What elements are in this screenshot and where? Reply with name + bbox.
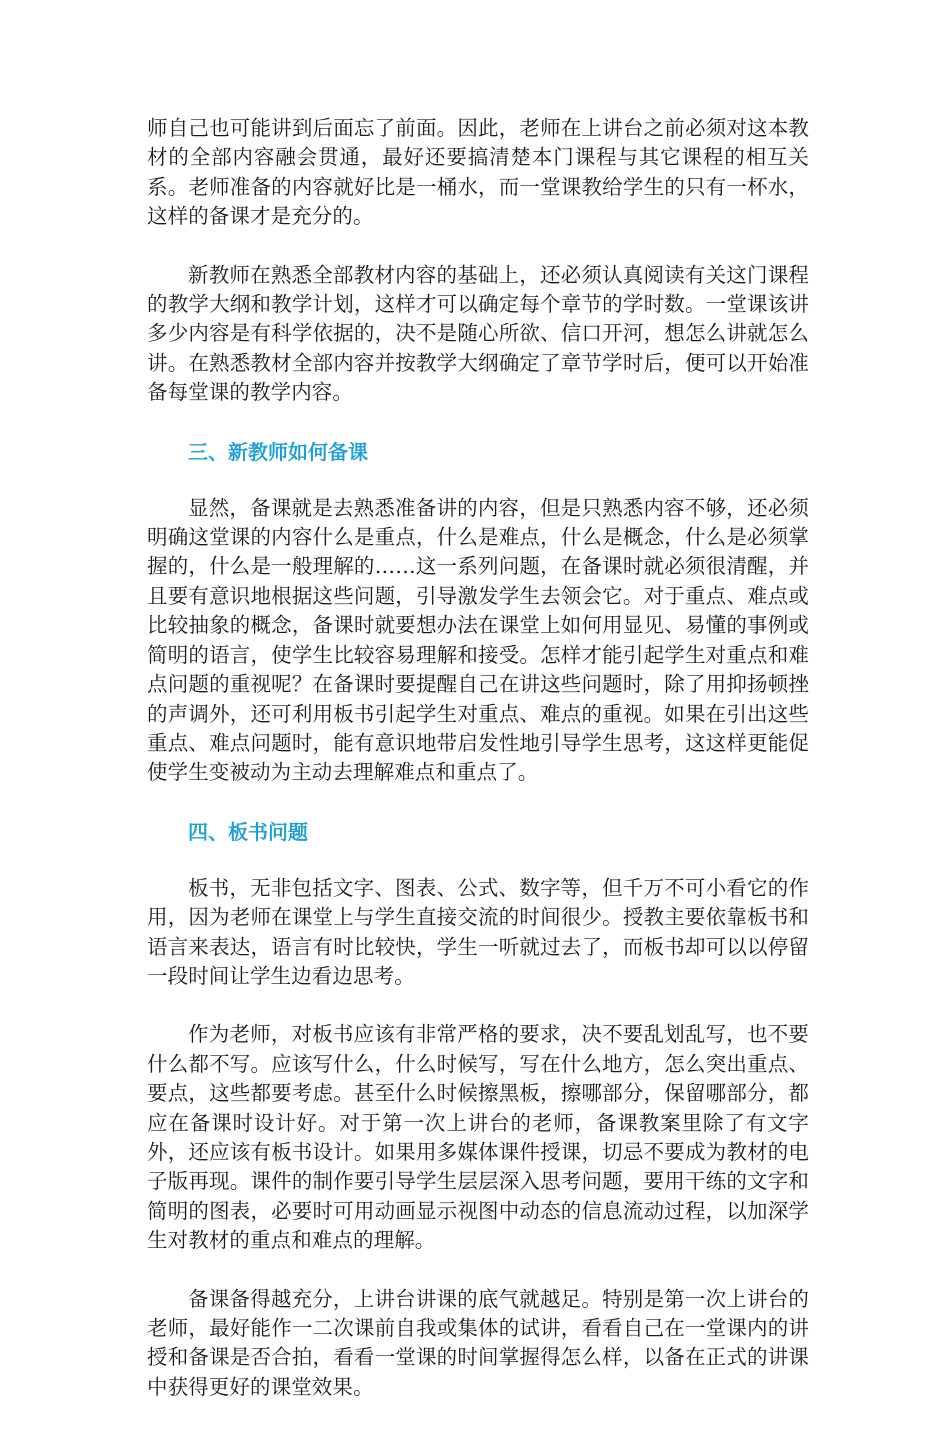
document-body	[147, 114, 809, 1431]
paragraph-continued: 师自己也可能讲到后面忘了前面。因此，老师在上讲台之前必须对这本教材的全部内容融会贯通，最好还要搞清楚本门课程与其它课程的相互关系。老师准备的内容就好比是一桶水，而一堂课教给学生的只有一杯水，这样的备课才是充分的。	[147, 116, 809, 229]
section-heading-4: 四、板书问题	[188, 819, 308, 844]
paragraph: 板书，无非包括文字、图表、公式、数字等，但千万不可小看它的作用，因为老师在课堂上与学生直接交流的时间很少。授教主要依靠板书和语言来表达，语言有时比较快，学生一听就过去了，而板书却可以以停留一段时间让学生边看边思考。	[147, 875, 809, 988]
paragraph: 显然，备课就是去熟悉准备讲的内容，但是只熟悉内容不够，还必须明确这堂课的内容什么是重点，什么是难点，什么是概念，什么是必须掌握的，什么是一般理解的……这一系列问题，在备课时就必须很清醒，并且要有意识地根据这些问题，引导激发学生去领会它。对于重点、难点或比较抽象的概念，备课时就要想办法在课堂上如何用显见、易懂的事例或简明的语言，使学生比较容易理解和接受。怎样才能引起学生对重点和难点问题的重视呢？在备课时要提醒自己在讲这些问题时，除了用抑扬顿挫的声调外，还可利用板书引起学生对重点、难点的重视。如果在引出这些重点、难点问题时，能有意识地带启发性地引导学生思考，这这样更能促使学生变被动为主动去理解难点和重点了。	[147, 495, 809, 785]
section-heading-3: 三、新教师如何备课	[188, 439, 368, 464]
paragraph: 备课备得越充分，上讲台讲课的底气就越足。特别是第一次上讲台的老师，最好能作一二次课前自我或集体的试讲，看看自己在一堂课内的讲授和备课是否合拍，看看一堂课的时间掌握得怎么样，以备在正式的讲课中获得更好的课堂效果。	[147, 1286, 809, 1399]
paragraph: 作为老师，对板书应该有非常严格的要求，决不要乱划乱写，也不要什么都不写。应该写什么，什么时候写，写在什么地方，怎么突出重点、要点，这些都要考虑。甚至什么时候擦黑板，擦哪部分，保留哪部分，都应在备课时设计好。对于第一次上讲台的老师，备课教案里除了有文字外，还应该有板书设计。如果用多媒体课件授课，切忌不要成为教材的电子版再现。课件的制作要引导学生层层深入思考问题，要用干练的文字和简明的图表，必要时可用动画显示视图中动态的信息流动过程，以加深学生对教材的重点和难点的理解。	[147, 1022, 809, 1253]
paragraph: 新教师在熟悉全部教材内容的基础上，还必须认真阅读有关这门课程的教学大纲和教学计划，这样才可以确定每个章节的学时数。一堂课该讲多少内容是有科学依据的，决不是随心所欲、信口开河，想怎么讲就怎么讲。在熟悉教材全部内容并按教学大纲确定了章节学时后，便可以开始准备每堂课的教学内容。	[147, 262, 809, 405]
